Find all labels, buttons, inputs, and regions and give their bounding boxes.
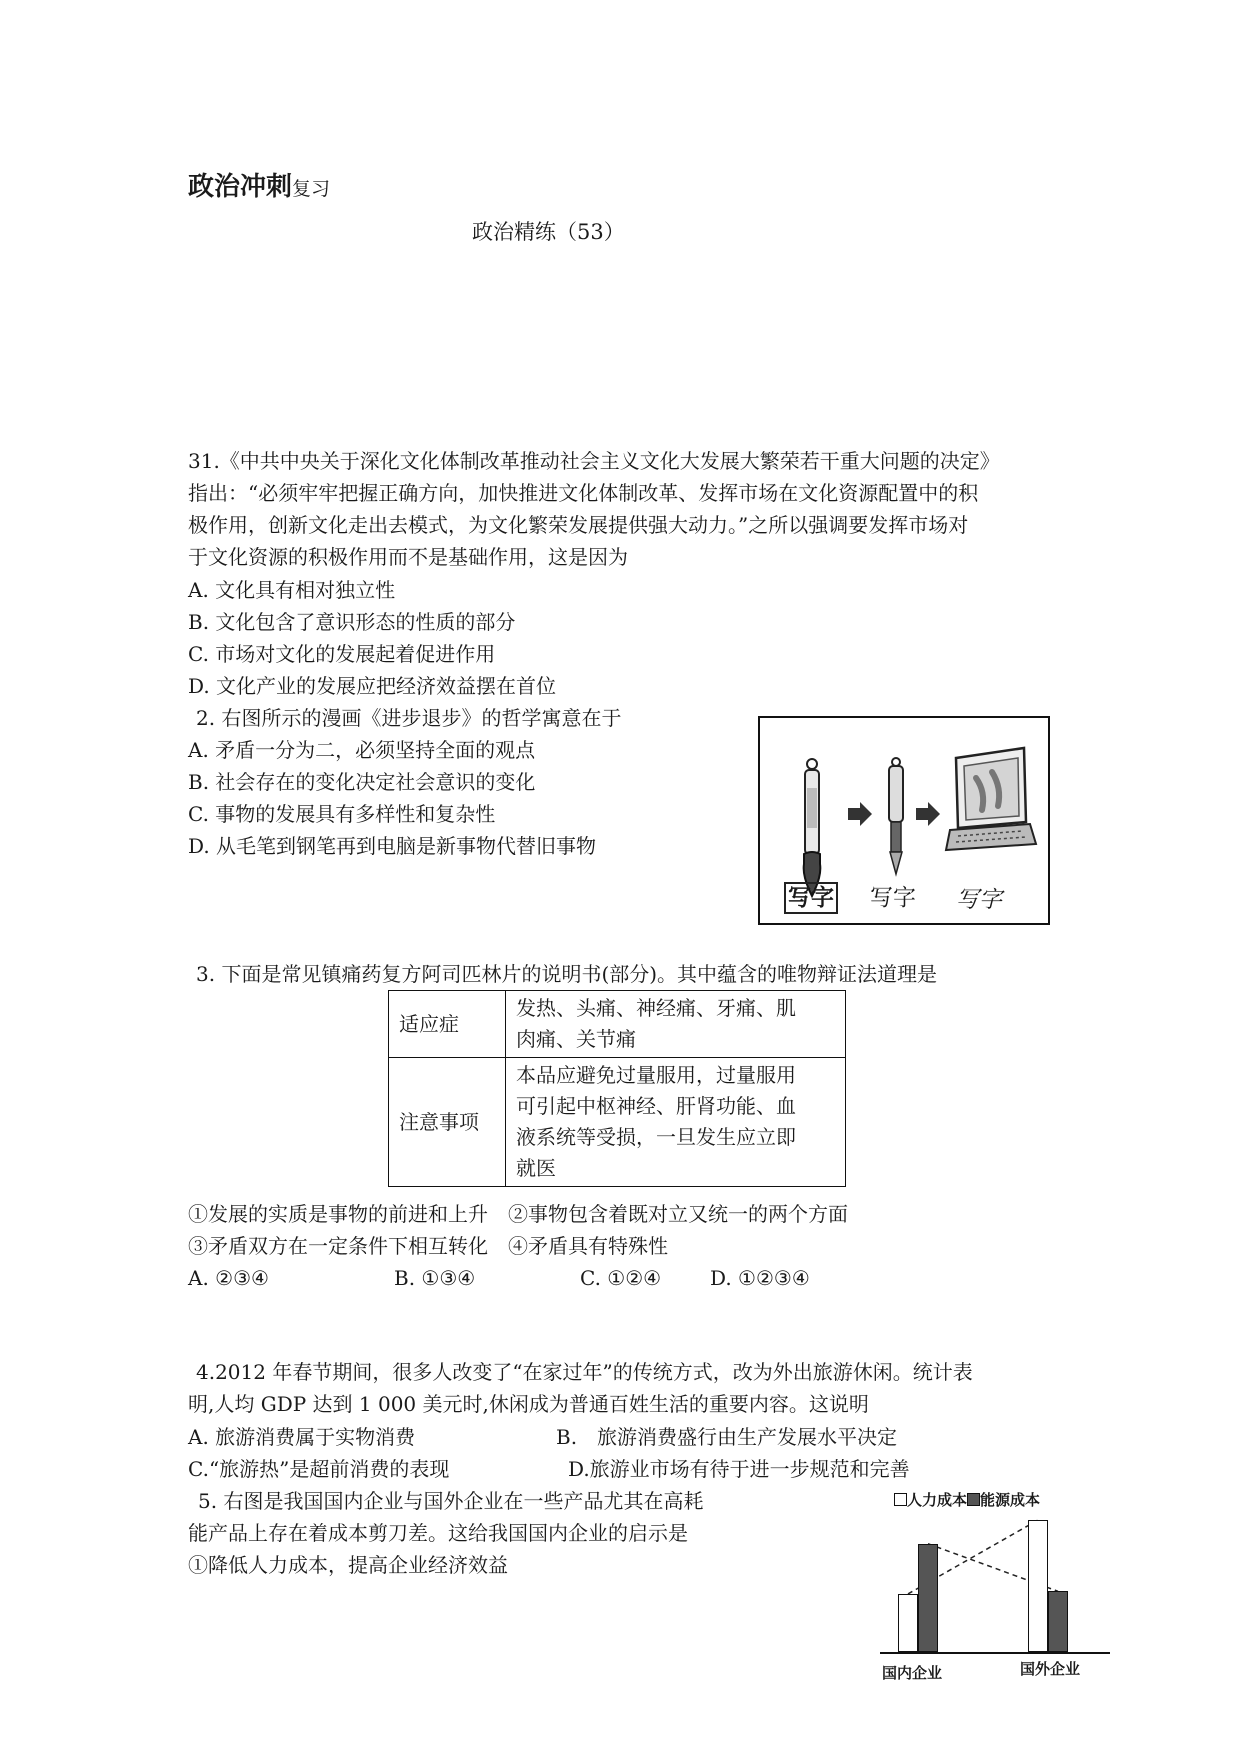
legend-label-labor: 人力成本: [907, 1491, 968, 1509]
bar-energy-foreign: [1048, 1591, 1068, 1652]
table-line: 发热、头痛、神经痛、牙痛、肌: [516, 996, 796, 1020]
q3-option-d: D. ①②③④: [710, 1266, 810, 1290]
q31-option-b: B. 文化包含了意识形态的性质的部分: [188, 610, 516, 634]
table-line: 就医: [516, 1156, 556, 1180]
q31-option-c: C. 市场对文化的发展起着促进作用: [188, 642, 496, 666]
table-row: [389, 991, 846, 1058]
cartoon-label-2: 写字: [870, 885, 916, 911]
q2-option-d: D. 从毛笔到钢笔再到电脑是新事物代替旧事物: [188, 834, 597, 858]
arrow-icon: [916, 802, 940, 826]
table-line: 本品应避免过量服用，过量服用: [516, 1063, 796, 1087]
q3-stem: 3. 下面是常见镇痛药复方阿司匹林片的说明书(部分)。其中蕴含的唯物辩证法道理是: [196, 962, 938, 986]
q31-line: 于文化资源的积极作用而不是基础作用，这是因为: [188, 545, 628, 569]
q4-option-a: A. 旅游消费属于实物消费: [188, 1425, 416, 1449]
bar-labor-foreign: [1028, 1520, 1048, 1652]
table-line: 可引起中枢神经、肝肾功能、血: [516, 1094, 796, 1118]
category-label-foreign: 国外企业: [1020, 1660, 1081, 1678]
progress-cartoon: [758, 716, 1050, 925]
q3-statement: ③矛盾双方在一定条件下相互转化 ④矛盾具有特殊性: [188, 1234, 668, 1258]
q2-option-c: C. 事物的发展具有多样性和复杂性: [188, 802, 496, 826]
q31-option-a: A. 文化具有相对独立性: [188, 578, 396, 602]
table-key: 注意事项: [389, 1058, 506, 1187]
bar-energy-domestic: [918, 1544, 938, 1652]
q5-line: 5. 右图是我国国内企业与国外企业在一些产品尤其在高耗: [198, 1489, 704, 1513]
q5-line: 能产品上存在着成本剪刀差。这给我国国内企业的启示是: [188, 1521, 688, 1545]
q4-line: 明,人均 GDP 达到 1 000 美元时,休闲成为普通百姓生活的重要内容。这说明: [188, 1392, 869, 1416]
q31-option-d: D. 文化产业的发展应把经济效益摆在首位: [188, 674, 557, 698]
q4-option-c: C.“旅游热”是超前消费的表现: [188, 1457, 450, 1481]
legend-label-energy: 能源成本: [980, 1491, 1041, 1509]
chart-baseline: [880, 1652, 1110, 1654]
header-sub: 复习: [292, 178, 331, 200]
q4-line: 4.2012 年春节期间，很多人改变了“在家过年”的传统方式，改为外出旅游休闲。统计表: [196, 1360, 973, 1384]
q3-statement: ①发展的实质是事物的前进和上升 ②事物包含着既对立又统一的两个方面: [188, 1202, 848, 1226]
q3-option-a: A. ②③④: [188, 1266, 269, 1290]
table-row: [389, 1058, 846, 1187]
category-label-domestic: 国内企业: [882, 1664, 943, 1682]
q2-option-a: A. 矛盾一分为二，必须坚持全面的观点: [188, 738, 536, 762]
cartoon-label-3: 写字: [956, 887, 1002, 913]
q31-line: 指出：“必须牢牢把握正确方向，加快推进文化体制改革、发挥市场在文化资源配置中的积: [188, 481, 979, 505]
table-value: [506, 1058, 846, 1187]
q5-line: ①降低人力成本，提高企业经济效益: [188, 1553, 508, 1577]
q4-option-d: D.旅游业市场有待于进一步规范和完善: [568, 1457, 910, 1481]
q31-line: 31.《中共中央关于深化文化体制改革推动社会主义文化大发展大繁荣若干重大问题的决定》: [188, 449, 1000, 473]
q2-option-b: B. 社会存在的变化决定社会意识的变化: [188, 770, 536, 794]
table-line: 肉痛、关节痛: [516, 1027, 636, 1051]
cost-chart: [880, 1490, 1110, 1690]
page-title: 政治精练（53）: [472, 220, 625, 244]
q31-line: 极作用，创新文化走出去模式，为文化繁荣发展提供强大动力。”之所以强调要发挥市场对: [188, 513, 969, 537]
page-header: [188, 166, 330, 203]
q4-option-b: B. 旅游消费盛行由生产发展水平决定: [556, 1425, 898, 1449]
header-main: 政治冲刺: [188, 172, 293, 202]
brush-icon: [804, 759, 821, 896]
table-line: 液系统等受损，一旦发生应立即: [516, 1125, 796, 1149]
q2-stem: 2. 右图所示的漫画《进步退步》的哲学寓意在于: [196, 706, 622, 730]
bar-labor-domestic: [898, 1594, 918, 1652]
medicine-table: [388, 990, 846, 1187]
q3-option-b: B. ①③④: [394, 1266, 476, 1290]
cartoon-label-1: 写字: [784, 882, 838, 914]
pen-icon: [889, 758, 903, 874]
computer-icon: [946, 748, 1036, 850]
arrow-icon: [848, 802, 872, 826]
q3-option-c: C. ①②④: [580, 1266, 662, 1290]
table-value: [506, 991, 846, 1058]
table-key: 适应症: [389, 991, 506, 1058]
